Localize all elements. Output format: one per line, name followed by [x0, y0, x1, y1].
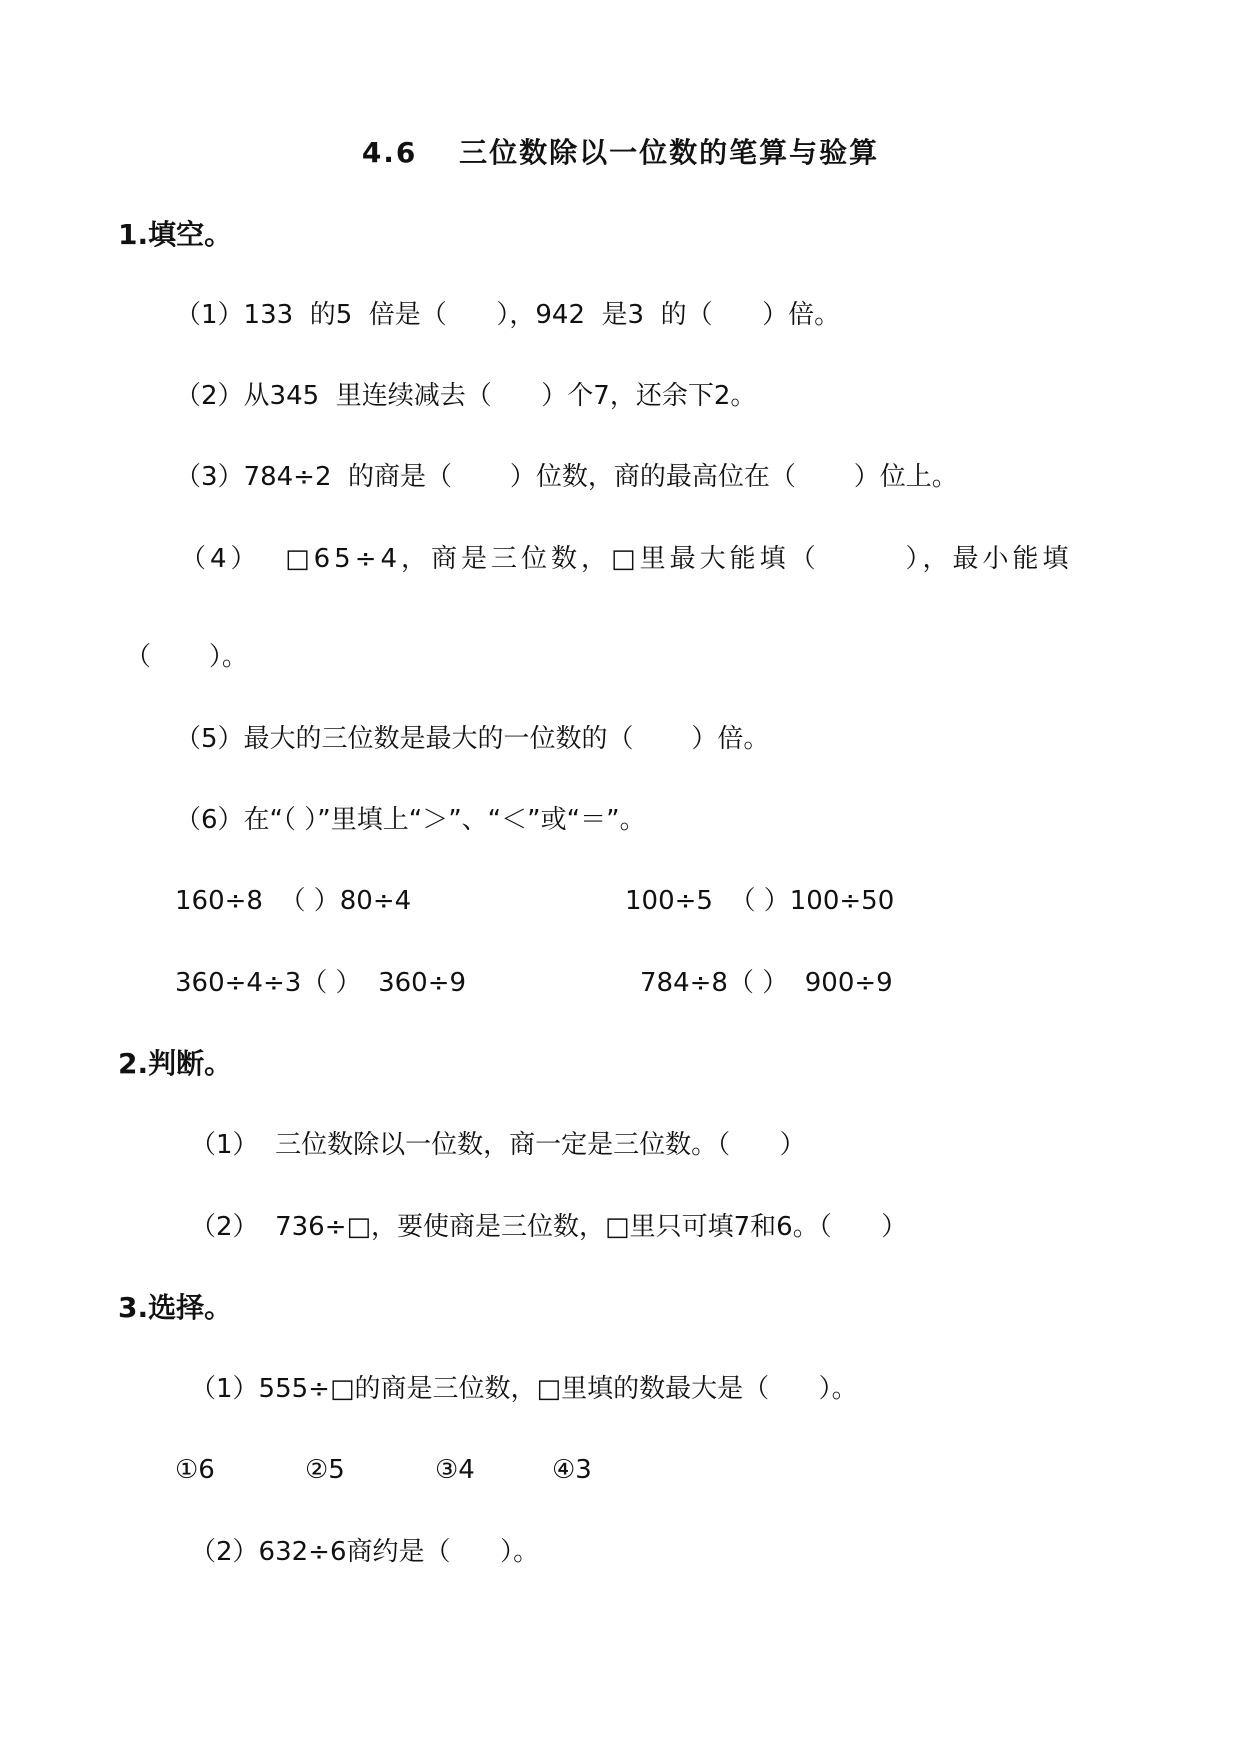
fill-question-6: （6）在“（ ）”里填上“＞”、“＜”或“＝”。: [175, 805, 646, 835]
fill-question-4: （4） □65÷4，商是三位数，□里最大能填（ ），最小能填: [180, 544, 1073, 574]
fill-question-1: （1）133 的5 倍是（ ），942 是3 的（ ）倍。: [175, 300, 841, 330]
judge-question-1: （1） 三位数除以一位数，商一定是三位数。（ ）: [190, 1130, 806, 1160]
page-title: 4.6 三位数除以一位数的笔算与验算: [361, 136, 880, 169]
choice-option-1: ①6: [175, 1455, 215, 1485]
choice-option-2: ②5: [305, 1455, 345, 1485]
compare-item-d: 784÷8（ ） 900÷9: [640, 968, 893, 998]
compare-item-c: 360÷4÷3（ ） 360÷9: [175, 968, 467, 998]
fill-question-2: （2）从345 里连续减去（ ）个7，还余下2。: [175, 381, 757, 411]
choice-question-2: （2）632÷6商约是（ ）。: [190, 1537, 540, 1567]
section-3-heading: 3.选择。: [118, 1291, 233, 1324]
choice-option-3: ③4: [435, 1455, 475, 1485]
choice-option-4: ④3: [552, 1455, 592, 1485]
fill-question-3: （3）784÷2 的商是（ ）位数，商的最高位在（ ）位上。: [175, 462, 958, 492]
section-1-heading: 1.填空。: [118, 218, 233, 251]
fill-question-5: （5）最大的三位数是最大的一位数的（ ）倍。: [175, 724, 770, 754]
choice-question-1: （1）555÷□的商是三位数，□里填的数最大是（ ）。: [190, 1374, 858, 1404]
fill-question-4-continued: （ ）。: [125, 642, 248, 672]
compare-item-b: 100÷5 （ ）100÷50: [625, 886, 895, 916]
section-2-heading: 2.判断。: [118, 1047, 233, 1080]
compare-item-a: 160÷8 （ ）80÷4: [175, 886, 412, 916]
judge-question-2: （2） 736÷□，要使商是三位数，□里只可填7和6。（ ）: [190, 1212, 908, 1242]
